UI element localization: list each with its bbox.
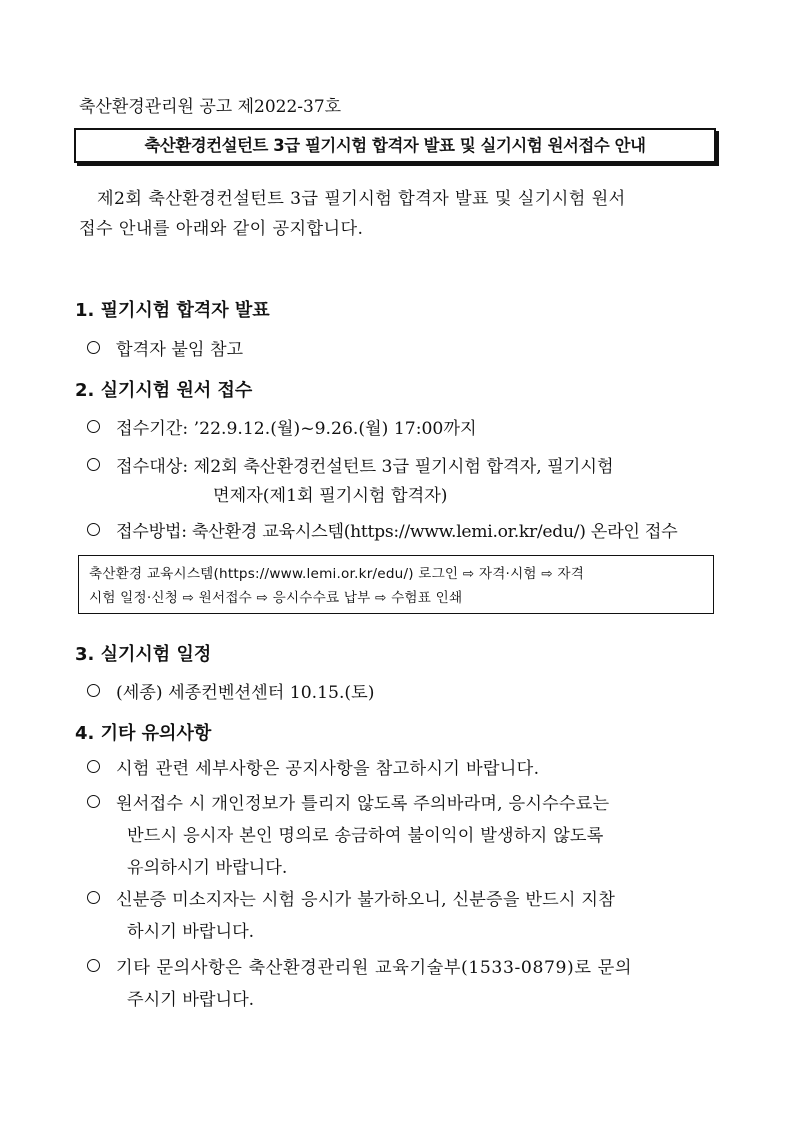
circle-bullet-icon <box>87 760 100 773</box>
notice-item-2 <box>87 788 609 884</box>
section-1-item-text: 합격자 붙임 참고 <box>116 340 244 360</box>
circle-bullet-icon <box>87 523 100 536</box>
section-3-heading: 3. 실기시험 일정 <box>75 644 212 665</box>
circle-bullet-icon <box>87 891 100 904</box>
intro-paragraph <box>79 184 626 244</box>
notice-item-2-line-3: 유의하시기 바랍니다. <box>127 858 288 878</box>
notice-item-3-line-1: 신분증 미소지자는 시험 응시가 불가하오니, 신분증을 반드시 지참 <box>116 890 615 910</box>
notice-item-2-line-2: 반드시 응시자 본인 명의로 송금하여 불이익이 발생하지 않도록 <box>127 826 604 846</box>
intro-line-2: 접수 안내를 아래와 같이 공지합니다. <box>79 219 364 239</box>
application-period <box>87 414 477 439</box>
procedure-line-1: 축산환경 교육시스템(https://www.lemi.or.kr/edu/) 로그인 ⇨ 자격·시험 ⇨ 자격 <box>89 566 585 582</box>
notice-number: 축산환경관리원 공고 제2022-37호 <box>79 97 342 117</box>
section-1-item <box>87 335 243 360</box>
section-3-item-text: (세종) 세종컨벤션센터 10.15.(토) <box>116 683 375 703</box>
procedure-box <box>78 555 714 614</box>
notice-item-4-line-1: 기타 문의사항은 축산환경관리원 교육기술부(1533-0879)로 문의 <box>116 958 633 978</box>
intro-line-1: 제2회 축산환경컨설턴트 3급 필기시험 합격자 발표 및 실기시험 원서 <box>97 189 626 209</box>
section-3-item <box>87 678 374 703</box>
circle-bullet-icon <box>87 420 100 433</box>
circle-bullet-icon <box>87 795 100 808</box>
notice-item-1-text: 시험 관련 세부사항은 공지사항을 참고하시기 바랍니다. <box>116 759 540 779</box>
notice-item-4 <box>87 952 632 1016</box>
notice-item-1 <box>87 753 539 785</box>
procedure-line-2: 시험 일정·신청 ⇨ 원서접수 ⇨ 응시수수료 납부 ⇨ 수험표 인쇄 <box>89 590 463 606</box>
circle-bullet-icon <box>87 458 100 471</box>
application-method <box>87 517 677 542</box>
application-method-text: 접수방법: 축산환경 교육시스템(https://www.lemi.or.kr/edu/) 온라인 접수 <box>116 522 678 542</box>
notice-item-3-line-2: 하시기 바랍니다. <box>127 922 255 942</box>
circle-bullet-icon <box>87 959 100 972</box>
notice-item-3 <box>87 884 615 948</box>
section-1-heading: 1. 필기시험 합격자 발표 <box>75 300 270 321</box>
application-period-text: 접수기간: ’22.9.12.(월)~9.26.(월) 17:00까지 <box>116 419 477 439</box>
application-target-text: 접수대상: 제2회 축산환경컨설턴트 3급 필기시험 합격자, 필기시험 <box>116 457 614 477</box>
circle-bullet-icon <box>87 684 100 697</box>
circle-bullet-icon <box>87 341 100 354</box>
section-4-heading: 4. 기타 유의사항 <box>75 723 212 744</box>
notice-item-2-line-1: 원서접수 시 개인정보가 틀리지 않도록 주의바라며, 응시수수료는 <box>116 794 610 814</box>
application-target-continued: 면제자(제1회 필기시험 합격자) <box>213 486 448 506</box>
document-title: 축산환경컨설턴트 3급 필기시험 합격자 발표 및 실기시험 원서접수 안내 <box>74 128 716 163</box>
application-target <box>87 452 614 477</box>
notice-item-4-line-2: 주시기 바랍니다. <box>127 990 255 1010</box>
section-2-heading: 2. 실기시험 원서 접수 <box>75 380 253 401</box>
